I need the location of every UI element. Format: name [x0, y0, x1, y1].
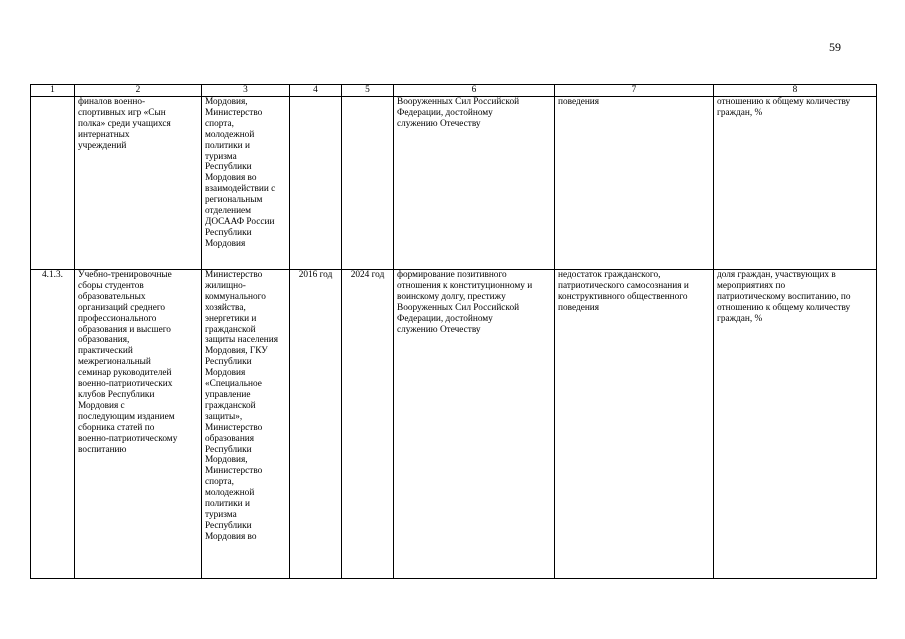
cell-consequences-text: недостаток гражданского, патриотического самосознания и конструктивного общественного поведения: [558, 270, 689, 313]
cell-indicator-text: отношению к общему количеству граждан, %: [717, 97, 851, 118]
header-col-5: 5: [342, 85, 394, 97]
cell-start-year: [290, 270, 342, 579]
cell-event: [75, 97, 202, 270]
cell-expected-result-text: формирование позитивного отношения к конституционному и воинскому долгу, престижу Вооруженных Сил Российской Федерации, достойному служению Отечеству: [397, 270, 533, 335]
header-col-3: 3: [202, 85, 290, 97]
cell-executor-text: Мордовия, Министерство спорта, молодежной политики и туризма Республики Мордовия во взаимодействии с региональным отделением ДОСААФ России Республики Мордовия: [205, 97, 276, 249]
cell-end-year-text: 2024 год: [350, 270, 385, 280]
cell-expected-result: [394, 270, 555, 579]
cell-event-text: Учебно-тренировочные сборы студентов образовательных организаций среднего профессионального образования и высшего образования, практический межрегиональный семинар руководителей военно-патриотических клубов Республики Мордовия с последующим изданием сборника статей по военно-патриотическому воспитанию: [78, 270, 178, 455]
cell-number-text: 4.1.3.: [42, 270, 63, 280]
header-col-6: 6: [394, 85, 555, 97]
header-col-4: 4: [290, 85, 342, 97]
cell-indicator: [714, 270, 877, 579]
cell-end-year: [342, 270, 394, 579]
table-row: [31, 97, 877, 270]
cell-event-text: финалов военно- спортивных игр «Сын полка» среди учащихся интернатных учреждений: [78, 97, 171, 151]
cell-number: [31, 97, 75, 270]
cell-consequences: [555, 97, 714, 270]
cell-executor: [202, 270, 290, 579]
cell-consequences: [555, 270, 714, 579]
header-col-7: 7: [555, 85, 714, 97]
cell-event: [75, 270, 202, 579]
cell-indicator-text: доля граждан, участвующих в мероприятиях по патриотическому воспитанию, по отношению к общему количеству граждан, %: [717, 270, 851, 324]
page-number: 59: [829, 40, 841, 54]
cell-indicator: [714, 97, 877, 270]
header-col-1: 1: [31, 85, 75, 97]
cell-end-year: [342, 97, 394, 270]
cell-start-year-text: 2016 год: [298, 270, 333, 280]
cell-consequences-text: поведения: [558, 97, 600, 107]
table-row: [31, 270, 877, 579]
cell-start-year: [290, 97, 342, 270]
cell-number: [31, 270, 75, 579]
header-col-2: 2: [75, 85, 202, 97]
cell-expected-result-text: Вооруженных Сил Российской Федерации, достойному служению Отечеству: [397, 97, 520, 129]
program-table: [30, 84, 877, 579]
cell-executor: [202, 97, 290, 270]
cell-expected-result: [394, 97, 555, 270]
header-col-8: 8: [714, 85, 877, 97]
header-row: [31, 85, 877, 97]
cell-executor-text: Министерство жилищно- коммунального хозяйства, энергетики и гражданской защиты населения Мордовия, ГКУ Республики Мордовия «Специальное управление гражданской защиты», Министерство образования Республики Мордовия, Министерство спорта, молодежной политики и туризма Республики Мордовия во: [205, 270, 279, 542]
